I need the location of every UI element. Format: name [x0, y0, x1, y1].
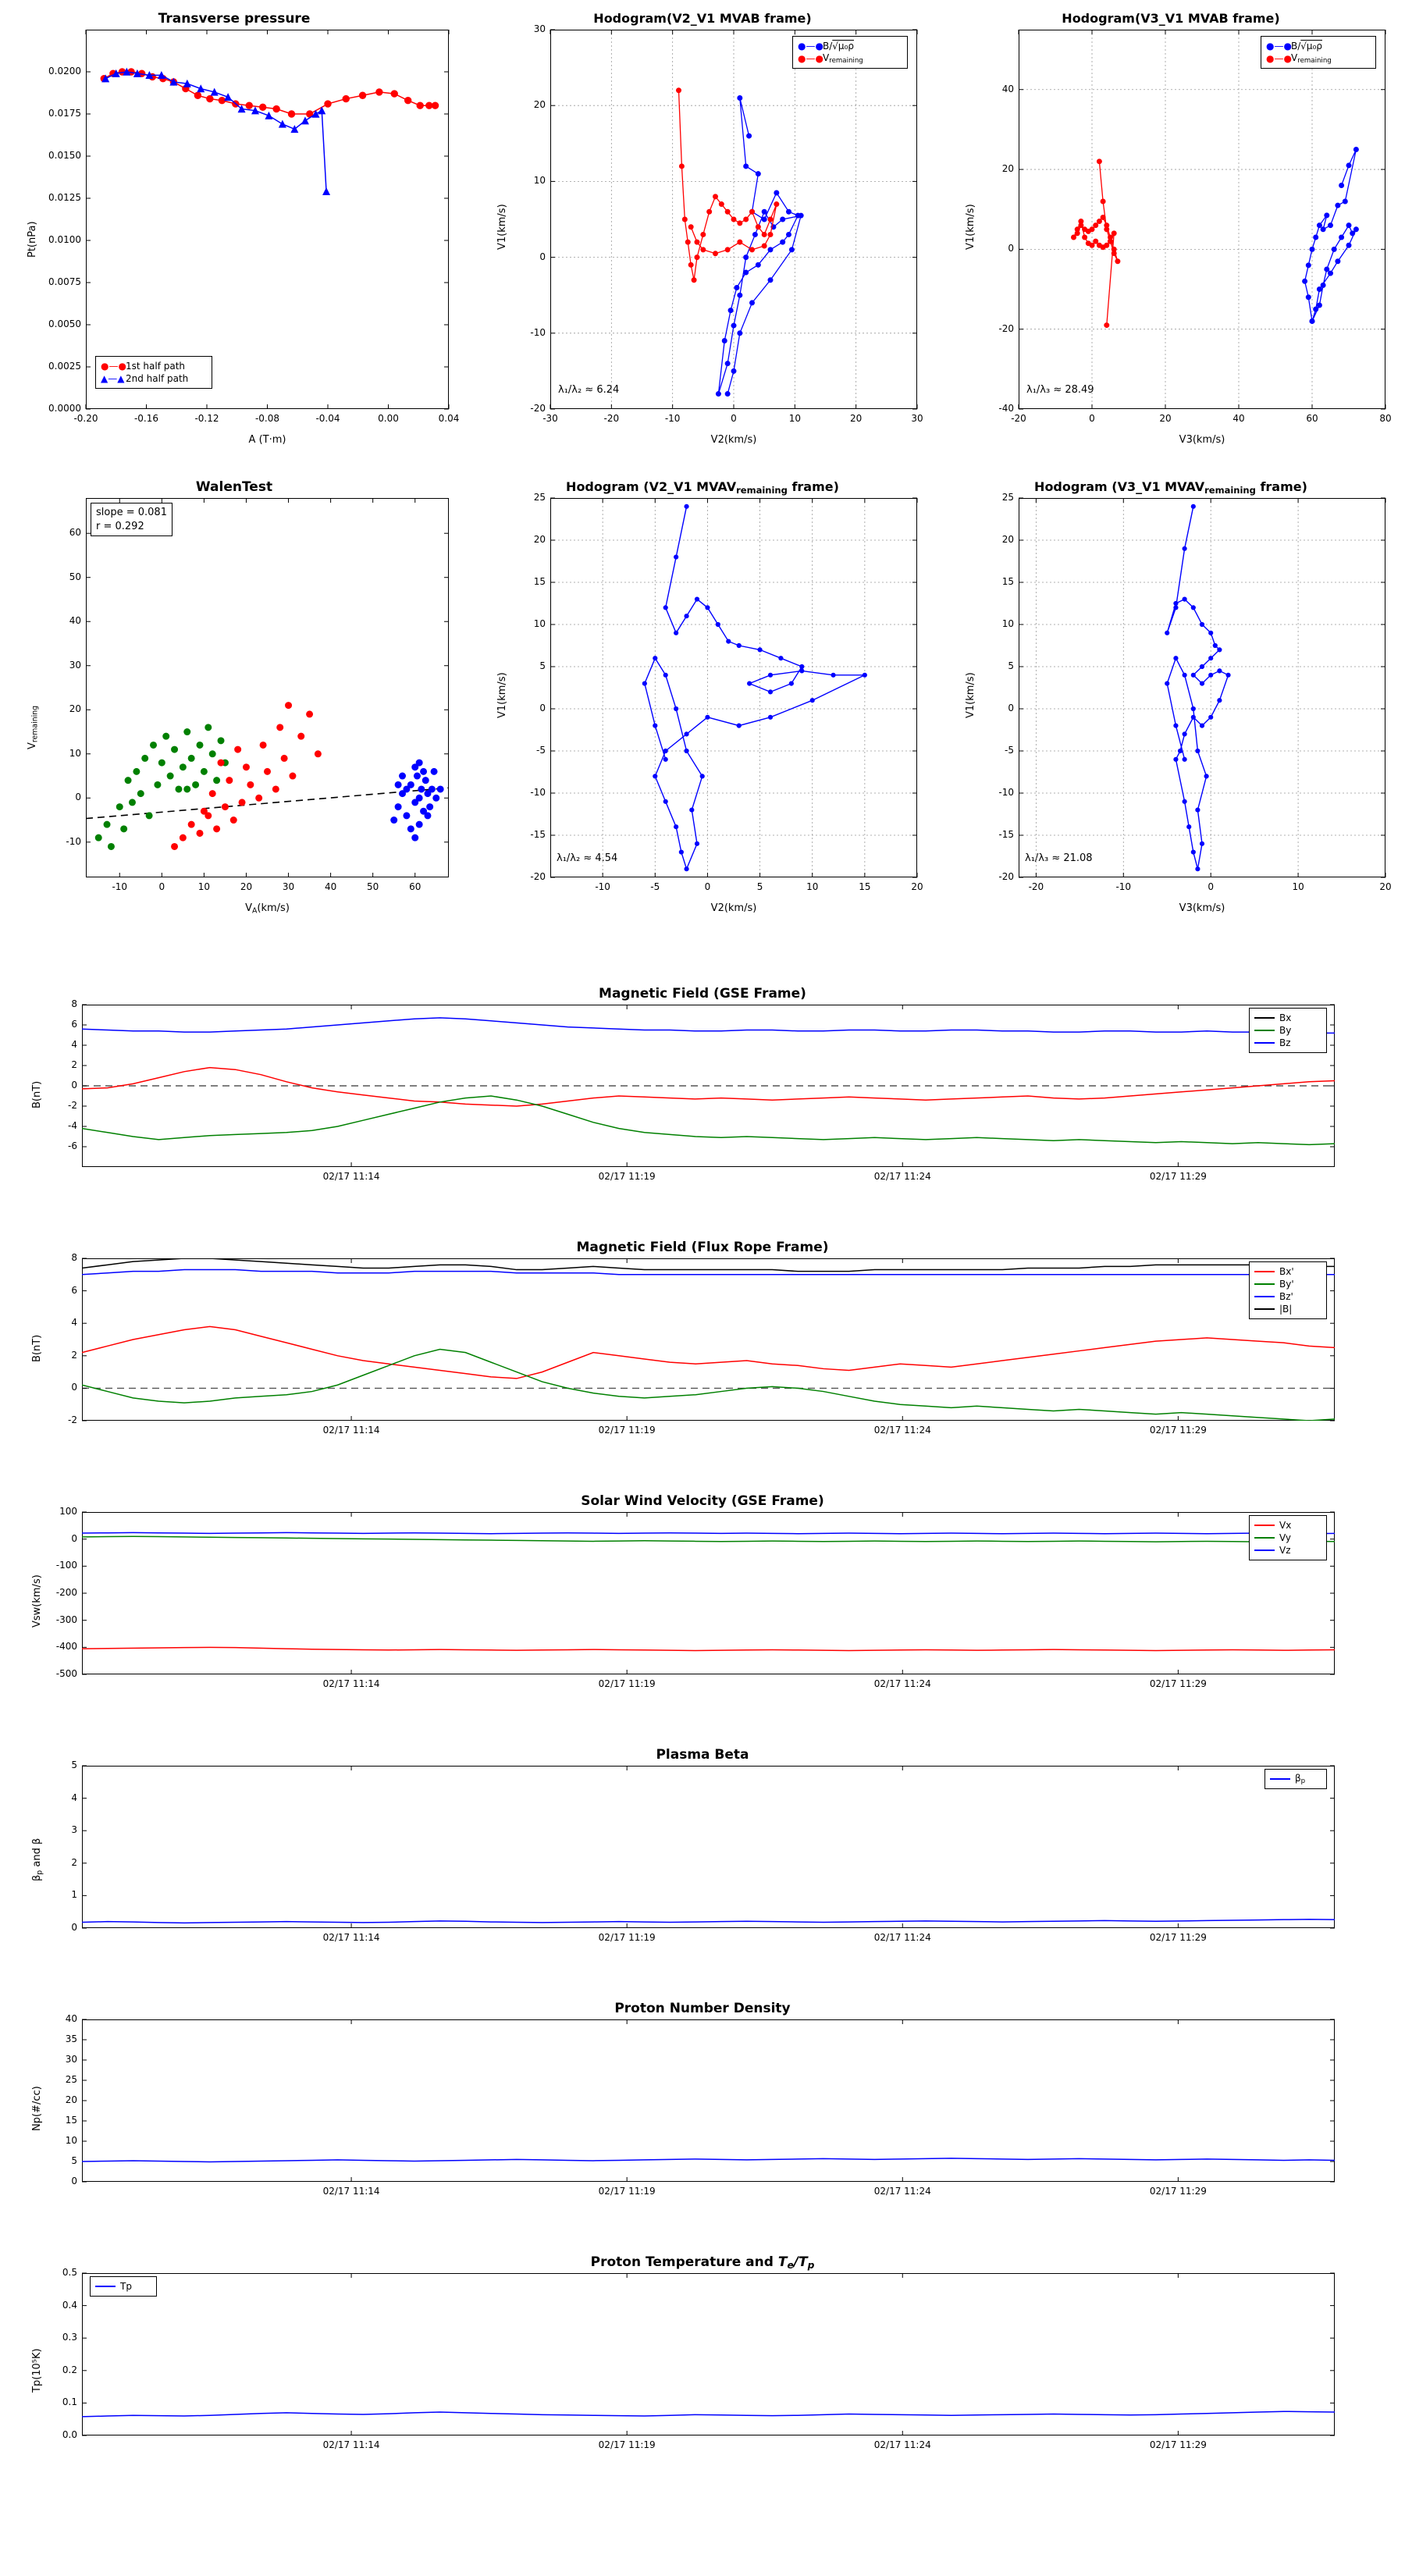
- y-tick-label: -15: [530, 829, 546, 840]
- y-tick-label: -6: [68, 1140, 77, 1151]
- x-tick-label: 20: [1379, 881, 1392, 892]
- legend-label: Vy: [1279, 1532, 1291, 1543]
- y-tick-label: 25: [65, 2074, 77, 2085]
- x-tick-label: 02/17 11:14: [322, 1932, 380, 1943]
- panel-magnetic-field-fluxrope: [0, 1233, 1405, 1468]
- y-tick-label: 30: [533, 23, 546, 34]
- y-tick-label: -10: [530, 326, 546, 338]
- x-tick-label: -0.20: [73, 413, 98, 424]
- legend-swatch-vy: [1254, 1537, 1275, 1539]
- legend-label: Bz': [1279, 1291, 1293, 1302]
- panel-proton-temperature: [0, 2248, 1405, 2498]
- y-tick-label: 5: [71, 1759, 77, 1770]
- x-tick-label: -5: [650, 881, 660, 892]
- x-tick-label: 10: [806, 881, 819, 892]
- y-tick-label: 100: [59, 1506, 77, 1517]
- x-tick-label: -10: [1115, 881, 1132, 892]
- y-tick-label: 25: [533, 492, 546, 503]
- y-tick-label: 50: [69, 571, 81, 582]
- y-tick-label: 0: [71, 2176, 77, 2186]
- y-tick-label: 1: [71, 1889, 77, 1901]
- y-tick-label: 20: [533, 534, 546, 545]
- x-tick-label: 02/17 11:14: [322, 2439, 380, 2450]
- y-tick-label: -10: [530, 787, 546, 798]
- legend-label: $\beta_p$: [1295, 1772, 1306, 1786]
- panel-title: Proton Number Density: [614, 2001, 791, 2016]
- y-tick-label: 0.0075: [48, 276, 81, 287]
- panel-hodogram-v2v1-mvab: [468, 0, 937, 453]
- panel-title: Plasma Beta: [656, 1747, 749, 1763]
- y-tick-label: 0.0150: [48, 150, 81, 161]
- x-tick-label: 60: [409, 881, 422, 892]
- panel-title: Hodogram(V2_V1 MVAB frame): [593, 11, 812, 26]
- x-tick-label: 40: [1232, 413, 1245, 424]
- y-tick-label: 5: [1008, 660, 1014, 671]
- x-tick-label: 02/17 11:19: [598, 1171, 656, 1182]
- x-tick-label: 80: [1379, 413, 1392, 424]
- y-tick-label: -400: [55, 1641, 77, 1653]
- y-tick-label: 10: [533, 618, 546, 629]
- legend-swatch-vx: [1254, 1525, 1275, 1526]
- y-tick-label: -20: [530, 403, 546, 414]
- y-tick-label: 0.2: [62, 2364, 77, 2375]
- x-tick-label: 02/17 11:19: [598, 1425, 656, 1436]
- legend-swatch-bz: [1254, 1042, 1275, 1044]
- legend-label: 2nd half path: [126, 373, 189, 384]
- legend-entry: [1254, 1037, 1321, 1049]
- x-tick-label: -10: [595, 881, 610, 892]
- legend-entry: [1266, 40, 1371, 52]
- y-tick-label: 0.3: [62, 2332, 77, 2343]
- panel-title: WalenTest: [195, 479, 273, 495]
- y-tick-label: 8: [71, 1252, 77, 1263]
- x-tick-label: 02/17 11:29: [1149, 2439, 1207, 2450]
- x-tick-label: 02/17 11:29: [1149, 1678, 1207, 1689]
- x-tick-label: 30: [282, 881, 295, 892]
- y-tick-label: 0: [1008, 243, 1014, 254]
- legend-entry: [1254, 1544, 1321, 1557]
- panel-hodogram-v3v1-mvav: [937, 468, 1405, 921]
- x-tick-label: 40: [324, 881, 337, 892]
- eigenvalue-ratio-annotation: λ₁/λ₂ ≈ 6.24: [558, 384, 620, 396]
- legend-label: Bz: [1279, 1037, 1291, 1048]
- x-tick-label: 02/17 11:29: [1149, 1932, 1207, 1943]
- y-tick-label: 0.0100: [48, 234, 81, 245]
- x-tick-label: -30: [542, 413, 558, 424]
- x-tick-label: 0.04: [438, 413, 460, 424]
- y-axis-label: V1(km/s): [496, 672, 508, 718]
- y-tick-label: -4: [68, 1120, 77, 1131]
- x-tick-label: 10: [1292, 881, 1304, 892]
- y-tick-label: 15: [1001, 576, 1014, 587]
- x-tick-label: 20: [240, 881, 253, 892]
- legend-swatch-by: [1254, 1030, 1275, 1031]
- y-tick-label: 0.0125: [48, 192, 81, 203]
- legend-label: $V_{remaining}$: [1291, 52, 1332, 66]
- fit-r-label: r = 0.292: [96, 520, 144, 532]
- y-tick-label: 0: [71, 1080, 77, 1091]
- legend-entry: [798, 40, 902, 52]
- y-tick-label: 15: [533, 576, 546, 587]
- legend-swatch-betap: [1270, 1778, 1290, 1780]
- legend-marker-red: ●—●: [798, 53, 823, 64]
- x-tick-label: 10: [788, 413, 801, 424]
- x-tick-label: 02/17 11:14: [322, 1425, 380, 1436]
- panel-hodogram-v2v1-mvav: [468, 468, 937, 921]
- legend-label: B/√μ₀ρ: [823, 41, 854, 52]
- y-tick-label: 20: [65, 2094, 77, 2105]
- y-tick-label: -100: [55, 1560, 77, 1571]
- y-tick-label: 30: [65, 2054, 77, 2065]
- y-tick-label: -2: [68, 1100, 77, 1111]
- x-tick-label: 02/17 11:14: [322, 1678, 380, 1689]
- x-tick-label: 30: [911, 413, 923, 424]
- y-tick-label: -500: [55, 1668, 77, 1679]
- legend-label: Bx': [1279, 1266, 1294, 1277]
- legend-entry: [1254, 1303, 1321, 1315]
- x-tick-label: 0.00: [378, 413, 399, 424]
- y-tick-label: 0.4: [62, 2299, 77, 2311]
- y-tick-label: -300: [55, 1614, 77, 1625]
- panel-plasma-beta: [0, 1741, 1405, 1975]
- y-tick-label: 0.0000: [48, 403, 81, 414]
- legend-entry: [1254, 1012, 1321, 1024]
- y-tick-label: 2: [71, 1349, 77, 1361]
- x-tick-label: -0.04: [315, 413, 340, 424]
- y-tick-label: -20: [998, 871, 1014, 882]
- legend-label: Vz: [1279, 1545, 1291, 1556]
- y-tick-label: 0: [75, 792, 81, 803]
- legend: [1249, 1008, 1327, 1053]
- x-tick-label: 02/17 11:29: [1149, 1171, 1207, 1182]
- x-tick-label: 02/17 11:24: [873, 2439, 931, 2450]
- x-tick-label: 02/17 11:24: [873, 1932, 931, 1943]
- y-tick-label: 6: [71, 1019, 77, 1030]
- x-tick-label: -10: [112, 881, 128, 892]
- y-tick-label: 30: [69, 659, 81, 671]
- eigenvalue-ratio-annotation: λ₁/λ₃ ≈ 28.49: [1026, 384, 1094, 396]
- y-axis-label: Pt(nPa): [27, 221, 38, 258]
- y-axis-label: V1(km/s): [496, 204, 508, 250]
- x-tick-label: -0.08: [254, 413, 280, 424]
- y-tick-label: 0.1: [62, 2396, 77, 2408]
- legend-label: $V_{remaining}$: [823, 52, 863, 66]
- x-tick-label: 02/17 11:24: [873, 1171, 931, 1182]
- y-tick-label: 4: [71, 1317, 77, 1329]
- y-tick-label: -10: [66, 835, 81, 847]
- x-tick-label: 0: [1089, 413, 1095, 424]
- y-tick-label: 0: [71, 1922, 77, 1933]
- y-tick-label: 10: [65, 2135, 77, 2146]
- legend-marker-triangle: ▲—▲: [101, 373, 125, 384]
- x-tick-label: 02/17 11:24: [873, 1425, 931, 1436]
- y-axis-label: B(nT): [31, 1080, 43, 1108]
- y-tick-label: 5: [71, 2155, 77, 2166]
- y-tick-label: 0.0: [62, 2429, 77, 2440]
- x-axis-label: V3(km/s): [1179, 434, 1225, 446]
- legend: [792, 36, 908, 69]
- y-tick-label: 0.0175: [48, 108, 81, 119]
- legend: [90, 2276, 157, 2297]
- x-tick-label: -0.16: [133, 413, 159, 424]
- y-tick-label: 0: [1008, 703, 1014, 713]
- y-tick-label: 20: [1001, 163, 1014, 175]
- y-tick-label: 0.0050: [48, 318, 81, 329]
- y-tick-label: 6: [71, 1284, 77, 1296]
- x-tick-label: 60: [1306, 413, 1318, 424]
- y-axis-label: $\beta_p$ and β: [31, 1838, 44, 1881]
- legend-label: By: [1279, 1025, 1292, 1036]
- legend-label: |B|: [1279, 1304, 1293, 1315]
- legend-entry: [1254, 1024, 1321, 1037]
- panel-walen-test: [0, 468, 468, 921]
- legend-swatch-tp: [95, 2286, 116, 2287]
- x-tick-label: -20: [1011, 413, 1026, 424]
- legend-marker-red: ●—●: [1266, 53, 1292, 64]
- x-tick-label: -20: [1028, 881, 1044, 892]
- y-tick-label: 60: [69, 527, 81, 539]
- eigenvalue-ratio-annotation: λ₁/λ₃ ≈ 21.08: [1025, 852, 1093, 864]
- legend: [95, 356, 212, 389]
- y-axis-label: $V_{remaining}$: [27, 705, 40, 749]
- legend-entry: [1254, 1532, 1321, 1544]
- panel-title: Hodogram (V2_V1 $MVAV_{remaining}$ frame): [566, 479, 839, 496]
- y-tick-label: 4: [71, 1039, 77, 1050]
- x-tick-label: 0: [704, 881, 711, 892]
- y-tick-label: 10: [1001, 618, 1014, 629]
- y-tick-label: 4: [71, 1791, 77, 1803]
- y-tick-label: 2: [71, 1059, 77, 1070]
- legend: [1249, 1261, 1327, 1319]
- y-tick-label: -5: [1005, 745, 1014, 756]
- panel-title: Solar Wind Velocity (GSE Frame): [581, 1493, 824, 1509]
- y-tick-label: 2: [71, 1856, 77, 1868]
- legend-swatch-vz: [1254, 1550, 1275, 1551]
- y-axis-label: V1(km/s): [965, 672, 976, 718]
- legend-swatch-bmag: [1254, 1308, 1275, 1310]
- y-tick-label: -40: [998, 403, 1014, 414]
- legend-swatch-bxp: [1254, 1271, 1275, 1272]
- x-tick-label: 20: [911, 881, 923, 892]
- legend-entry: [1254, 1519, 1321, 1532]
- eigenvalue-ratio-annotation: λ₁/λ₂ ≈ 4.54: [557, 852, 618, 864]
- legend-entry: [798, 52, 902, 65]
- x-axis-label: V3(km/s): [1179, 902, 1225, 914]
- legend: [1261, 36, 1376, 69]
- x-tick-label: 02/17 11:14: [322, 1171, 380, 1182]
- x-tick-label: 50: [367, 881, 379, 892]
- x-axis-label: V2(km/s): [710, 902, 757, 914]
- legend-entry: [101, 372, 207, 385]
- legend-entry: [1254, 1290, 1321, 1303]
- panel-title: Hodogram(V3_V1 MVAB frame): [1062, 11, 1280, 26]
- y-tick-label: 20: [533, 99, 546, 111]
- y-tick-label: -15: [998, 829, 1014, 840]
- x-tick-label: 02/17 11:29: [1149, 2186, 1207, 2197]
- legend-label: 1st half path: [126, 361, 186, 372]
- legend: [1264, 1769, 1327, 1789]
- legend-label: Bx: [1279, 1012, 1292, 1023]
- panel-title: Magnetic Field (Flux Rope Frame): [576, 1240, 829, 1255]
- x-tick-label: 0: [1208, 881, 1214, 892]
- panel-transverse-pressure: [0, 0, 468, 453]
- legend-swatch-bzp: [1254, 1296, 1275, 1297]
- legend-entry: [101, 360, 207, 372]
- fit-slope-label: slope = 0.081: [96, 507, 167, 518]
- x-tick-label: 20: [850, 413, 863, 424]
- y-tick-label: 8: [71, 998, 77, 1009]
- x-tick-label: 02/17 11:19: [598, 2439, 656, 2450]
- x-tick-label: 02/17 11:29: [1149, 1425, 1207, 1436]
- legend-label: Tp: [120, 2281, 132, 2292]
- panel-solar-wind-velocity: [0, 1487, 1405, 1721]
- panel-hodogram-v3v1-mvab: [937, 0, 1405, 453]
- y-tick-label: 0: [539, 251, 546, 262]
- y-axis-label: Tp(10⁵K): [31, 2348, 43, 2393]
- legend-label: By': [1279, 1279, 1294, 1290]
- x-tick-label: 02/17 11:24: [873, 2186, 931, 2197]
- y-tick-label: 25: [1001, 492, 1014, 503]
- x-tick-label: -10: [664, 413, 681, 424]
- legend: [1249, 1515, 1327, 1560]
- x-tick-label: 10: [197, 881, 211, 892]
- x-tick-label: 5: [756, 881, 763, 892]
- legend-label: B/√μ₀ρ: [1291, 41, 1322, 52]
- x-axis-label: V2(km/s): [710, 434, 757, 446]
- y-tick-label: 20: [69, 703, 81, 715]
- legend-label: Vx: [1279, 1520, 1292, 1531]
- legend-entry: [1254, 1278, 1321, 1290]
- x-tick-label: 02/17 11:19: [598, 2186, 656, 2197]
- y-tick-label: 40: [65, 2013, 77, 2024]
- y-tick-label: 0: [71, 1532, 77, 1544]
- panel-title: Proton Temperature and $T_e/T_p$: [590, 2254, 815, 2272]
- y-axis-label: Vsw(km/s): [31, 1574, 43, 1628]
- y-tick-label: -20: [530, 871, 546, 882]
- y-axis-label: V1(km/s): [965, 204, 976, 250]
- panel-title: Transverse pressure: [158, 11, 311, 27]
- y-tick-label: 0: [71, 1382, 77, 1393]
- y-axis-label: B(nT): [31, 1334, 43, 1362]
- legend-swatch-bx: [1254, 1017, 1275, 1019]
- x-tick-label: 02/17 11:19: [598, 1678, 656, 1689]
- y-tick-label: 10: [533, 175, 546, 187]
- y-tick-label: 0.5: [62, 2267, 77, 2278]
- plot-curves: [0, 2248, 1405, 2498]
- y-tick-label: 3: [71, 1824, 77, 1836]
- x-tick-label: 20: [1159, 413, 1172, 424]
- y-tick-label: 40: [1001, 83, 1014, 94]
- y-tick-label: 10: [69, 747, 81, 759]
- y-tick-label: -20: [998, 322, 1014, 334]
- panel-magnetic-field-gse: [0, 980, 1405, 1214]
- y-tick-label: -200: [55, 1587, 77, 1598]
- y-tick-label: 35: [65, 2033, 77, 2044]
- x-tick-label: 0: [158, 881, 165, 892]
- y-tick-label: 0.0025: [48, 361, 81, 372]
- x-tick-label: -0.12: [194, 413, 219, 424]
- y-tick-label: 5: [539, 660, 546, 671]
- y-tick-label: 40: [69, 615, 81, 627]
- y-tick-label: 15: [65, 2115, 77, 2126]
- legend-marker-circle: ●—●: [101, 361, 126, 372]
- y-tick-label: 20: [1001, 534, 1014, 545]
- x-axis-label: A (T·m): [248, 434, 286, 446]
- x-tick-label: 02/17 11:14: [322, 2186, 380, 2197]
- x-tick-label: 15: [859, 881, 871, 892]
- legend-marker-blue: ●—●: [798, 41, 823, 52]
- y-axis-label: Np(#/cc): [31, 2086, 43, 2131]
- x-tick-label: -20: [603, 413, 620, 424]
- y-tick-label: -5: [536, 745, 546, 756]
- legend-marker-blue: ●—●: [1266, 41, 1292, 52]
- legend-entry: [1254, 1265, 1321, 1278]
- x-tick-label: 02/17 11:24: [873, 1678, 931, 1689]
- legend-entry: [1270, 1773, 1321, 1785]
- legend-entry: [1266, 52, 1371, 65]
- x-tick-label: 0: [731, 413, 737, 424]
- panel-proton-number-density: [0, 1994, 1405, 2229]
- panel-title: Magnetic Field (GSE Frame): [599, 986, 806, 1002]
- x-tick-label: 02/17 11:19: [598, 1932, 656, 1943]
- x-axis-label: $V_A(km/s)$: [245, 902, 290, 916]
- legend-swatch-byp: [1254, 1283, 1275, 1285]
- y-tick-label: 0: [539, 703, 546, 713]
- legend-entry: [95, 2280, 151, 2293]
- y-tick-label: -2: [68, 1414, 77, 1425]
- y-tick-label: 0.0200: [48, 66, 81, 76]
- panel-title: Hodogram (V3_V1 $MVAV_{remaining}$ frame): [1034, 479, 1307, 496]
- y-tick-label: -10: [998, 787, 1014, 798]
